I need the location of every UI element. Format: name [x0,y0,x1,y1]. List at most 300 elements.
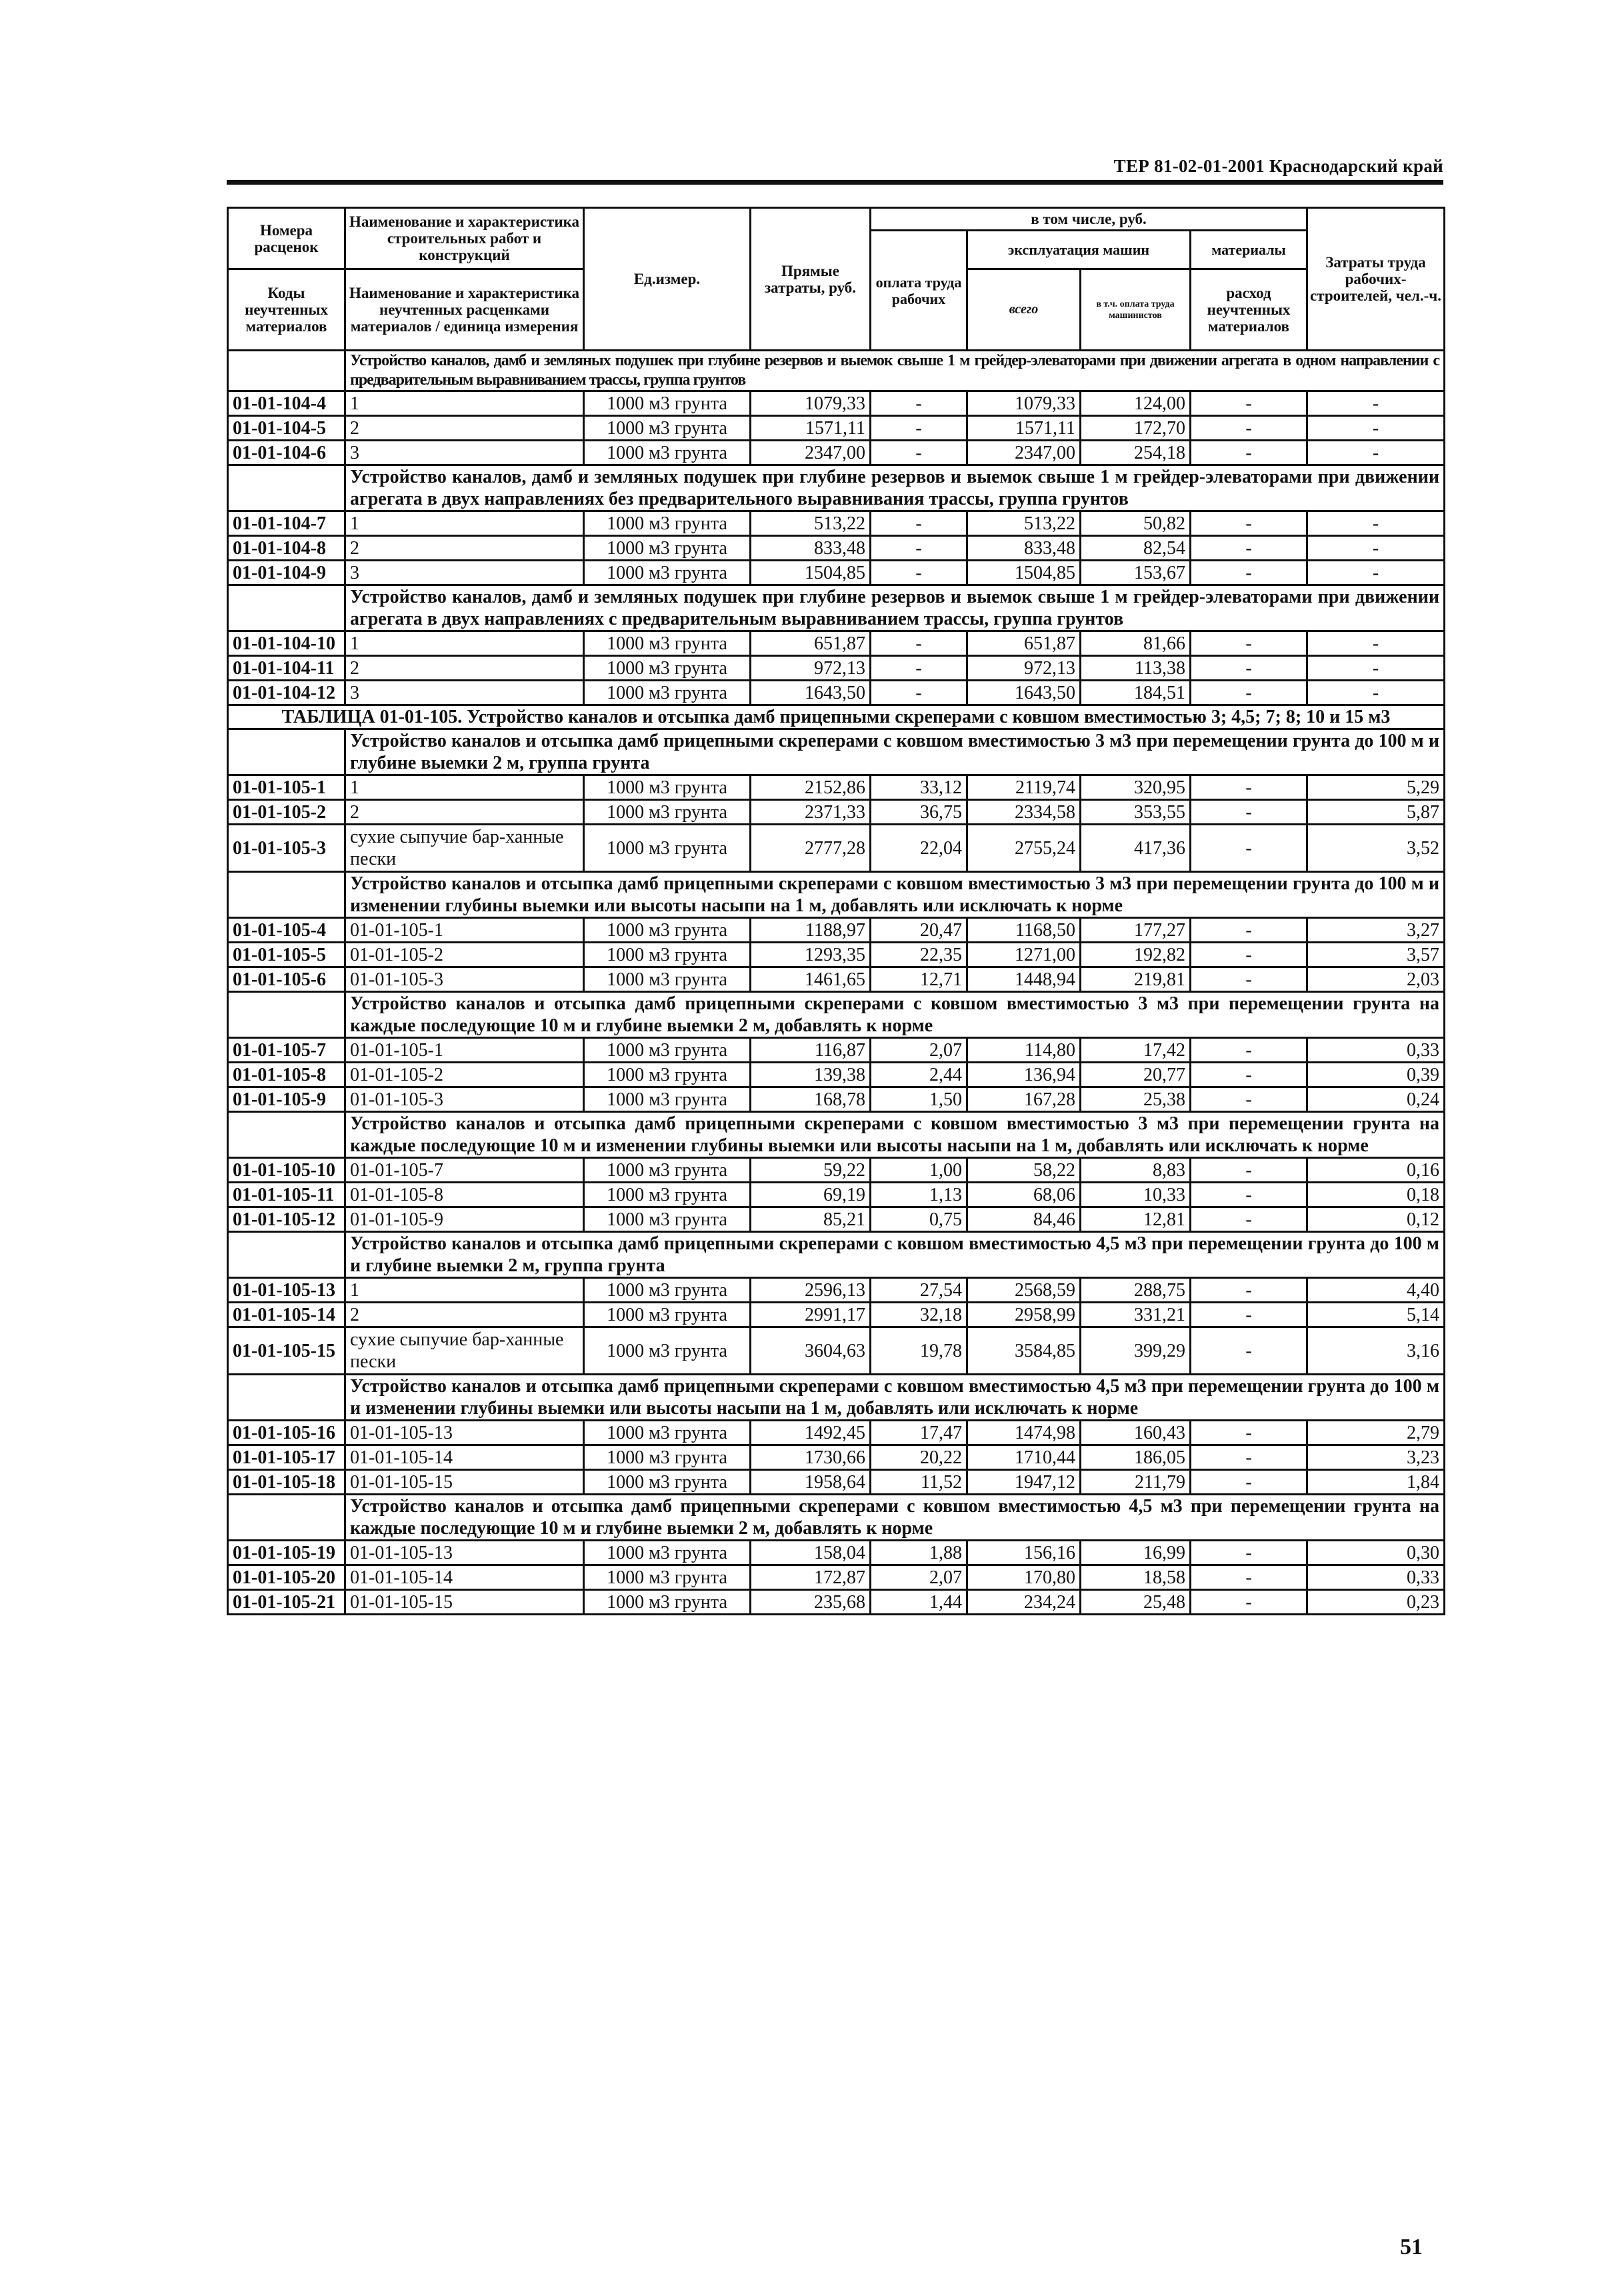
rate-name: 1 [345,775,584,800]
rate-machines-total: 1079,33 [967,391,1081,416]
rate-machines-total: 2119,74 [967,775,1081,800]
table-row [228,1565,1445,1590]
section-title: Устройство каналов, дамб и земляных подушек при глубине резервов и выемок свыше 1 м грейдер-элеваторами при движении агрегата в одном направлении с предварительным выравниванием трассы, группа грунтов [345,351,1445,391]
rate-materials: - [1191,391,1307,416]
rate-labor: 5,87 [1307,800,1445,825]
rate-code: 01-01-105-20 [228,1565,345,1590]
rate-wages: 1,50 [871,1087,967,1112]
rate-direct-cost: 85,21 [751,1207,871,1232]
rate-machines-total: 58,22 [967,1158,1081,1183]
table-row [228,775,1445,800]
rate-direct-cost: 1730,66 [751,1445,871,1470]
section-row [228,1495,1445,1541]
rate-code: 01-01-105-10 [228,1158,345,1183]
rate-labor: - [1307,656,1445,681]
rate-machines-wages: 320,95 [1081,775,1191,800]
col-including-header: в том числе, руб. [871,208,1307,231]
rate-wages: 1,13 [871,1183,967,1207]
rate-labor: 3,52 [1307,825,1445,872]
table-body [228,351,1445,1615]
rate-code: 01-01-105-16 [228,1421,345,1445]
rate-machines-wages: 20,77 [1081,1063,1191,1087]
rate-unit: 1000 м3 грунта [584,561,751,585]
col-materials-sub-header: расход неучтенных материалов [1191,269,1307,351]
rate-code: 01-01-105-9 [228,1087,345,1112]
rate-machines-total: 2334,58 [967,800,1081,825]
empty-code-cell [228,1112,345,1158]
rate-machines-total: 156,16 [967,1541,1081,1565]
rate-unit: 1000 м3 грунта [584,1590,751,1615]
rate-code: 01-01-105-15 [228,1327,345,1375]
empty-code-cell [228,1375,345,1421]
col-direct-header: Прямые затраты, руб. [751,208,871,351]
rate-direct-cost: 235,68 [751,1590,871,1615]
rate-direct-cost: 1492,45 [751,1421,871,1445]
rate-name: 2 [345,1303,584,1327]
rate-wages: 32,18 [871,1303,967,1327]
rate-direct-cost: 2596,13 [751,1278,871,1303]
rate-machines-wages: 184,51 [1081,681,1191,705]
section-row [228,585,1445,631]
rate-unit: 1000 м3 грунта [584,1421,751,1445]
rate-wages: - [871,656,967,681]
rate-unit: 1000 м3 грунта [584,1541,751,1565]
rate-materials: - [1191,943,1307,967]
rate-wages: 0,75 [871,1207,967,1232]
rate-direct-cost: 833,48 [751,536,871,561]
rate-unit: 1000 м3 грунта [584,1470,751,1495]
rate-code: 01-01-105-21 [228,1590,345,1615]
rate-machines-wages: 254,18 [1081,441,1191,465]
rate-code: 01-01-105-7 [228,1038,345,1063]
section-row [228,992,1445,1038]
rate-materials: - [1191,1183,1307,1207]
rate-code: 01-01-105-3 [228,825,345,872]
rate-direct-cost: 1079,33 [751,391,871,416]
rate-code: 01-01-105-12 [228,1207,345,1232]
col-labor-header: Затраты труда рабочих-строителей, чел.-ч. [1307,208,1445,351]
rate-unit: 1000 м3 грунта [584,1565,751,1590]
section-title: Устройство каналов и отсыпка дамб прицепными скреперами с ковшом вместимостью 4,5 м3 при перемещении грунта до 100 м и изменении глубины выемки или высоты насыпи на 1 м, добавлять или исключать к норме [345,1375,1445,1421]
rate-machines-total: 2347,00 [967,441,1081,465]
rate-machines-total: 2755,24 [967,825,1081,872]
rate-direct-cost: 116,87 [751,1038,871,1063]
rate-wages: 1,44 [871,1590,967,1615]
rate-name: сухие сыпучие бар-ханные пески [345,1327,584,1375]
rate-materials: - [1191,1158,1307,1183]
rate-machines-wages: 288,75 [1081,1278,1191,1303]
empty-code-cell [228,729,345,775]
rate-labor: 2,03 [1307,967,1445,992]
rate-materials: - [1191,825,1307,872]
rate-machines-wages: 153,67 [1081,561,1191,585]
rate-direct-cost: 2777,28 [751,825,871,872]
rate-machines-total: 651,87 [967,631,1081,656]
rate-wages: - [871,681,967,705]
section-row [228,465,1445,511]
rate-materials: - [1191,656,1307,681]
rate-machines-wages: 12,81 [1081,1207,1191,1232]
rate-name: 01-01-105-8 [345,1183,584,1207]
rate-direct-cost: 158,04 [751,1541,871,1565]
rate-labor: - [1307,511,1445,536]
rate-machines-total: 234,24 [967,1590,1081,1615]
table-row [228,391,1445,416]
section-title: Устройство каналов, дамб и земляных подушек при глубине резервов и выемок свыше 1 м грейдер-элеваторами при движении агрегата в двух направлениях с предварительным выравниванием трассы, группа грунтов [345,585,1445,631]
rate-machines-wages: 186,05 [1081,1445,1191,1470]
rate-unit: 1000 м3 грунта [584,1278,751,1303]
rate-labor: 3,16 [1307,1327,1445,1375]
rate-code: 01-01-104-8 [228,536,345,561]
rate-name: 01-01-105-13 [345,1421,584,1445]
rate-direct-cost: 69,19 [751,1183,871,1207]
rates-table [227,207,1445,1615]
rate-machines-total: 972,13 [967,656,1081,681]
rate-materials: - [1191,1087,1307,1112]
rate-materials: - [1191,1327,1307,1375]
rate-machines-total: 170,80 [967,1565,1081,1590]
rate-labor: - [1307,561,1445,585]
rate-machines-total: 1168,50 [967,918,1081,943]
rate-machines-total: 1474,98 [967,1421,1081,1445]
rate-materials: - [1191,441,1307,465]
rate-machines-total: 1504,85 [967,561,1081,585]
rate-direct-cost: 1188,97 [751,918,871,943]
rate-machines-total: 1643,50 [967,681,1081,705]
rate-machines-wages: 16,99 [1081,1541,1191,1565]
rate-machines-wages: 113,38 [1081,656,1191,681]
table-row [228,800,1445,825]
rate-materials: - [1191,681,1307,705]
rate-labor: 4,40 [1307,1278,1445,1303]
rate-unit: 1000 м3 грунта [584,631,751,656]
rate-labor: - [1307,681,1445,705]
rate-direct-cost: 2152,86 [751,775,871,800]
rate-machines-total: 1947,12 [967,1470,1081,1495]
empty-code-cell [228,1495,345,1541]
table-row [228,1470,1445,1495]
rate-materials: - [1191,1590,1307,1615]
rate-materials: - [1191,561,1307,585]
section-row [228,1375,1445,1421]
rate-labor: 0,30 [1307,1541,1445,1565]
rate-machines-wages: 399,29 [1081,1327,1191,1375]
rate-direct-cost: 3604,63 [751,1327,871,1375]
table-title: ТАБЛИЦА 01-01-105. Устройство каналов и отсыпка дамб прицепными скреперами с ковшом вместимостью 3; 4,5; 7; 8; 10 и 15 м3 [228,705,1445,729]
rate-machines-total: 833,48 [967,536,1081,561]
rate-wages: - [871,441,967,465]
rate-unit: 1000 м3 грунта [584,1303,751,1327]
rate-unit: 1000 м3 грунта [584,825,751,872]
rate-machines-total: 114,80 [967,1038,1081,1063]
table-row [228,536,1445,561]
section-title: Устройство каналов и отсыпка дамб прицепными скреперами с ковшом вместимостью 3 м3 при перемещении грунта на каждые последующие 10 м и глубине выемки 2 м, добавлять к норме [345,992,1445,1038]
rate-materials: - [1191,1470,1307,1495]
rate-machines-total: 2568,59 [967,1278,1081,1303]
rate-direct-cost: 2347,00 [751,441,871,465]
rate-machines-total: 3584,85 [967,1327,1081,1375]
rate-wages: 11,52 [871,1470,967,1495]
rate-direct-cost: 2991,17 [751,1303,871,1327]
rate-code: 01-01-105-8 [228,1063,345,1087]
rate-unit: 1000 м3 грунта [584,416,751,441]
rate-materials: - [1191,511,1307,536]
rate-labor: 0,33 [1307,1038,1445,1063]
section-title: Устройство каналов и отсыпка дамб прицепными скреперами с ковшом вместимостью 4,5 м3 при перемещении грунта до 100 м и глубине выемки 2 м, группа грунта [345,1232,1445,1278]
rate-name: 01-01-105-15 [345,1470,584,1495]
table-row [228,681,1445,705]
rate-name: 01-01-105-1 [345,1038,584,1063]
rate-wages: 22,04 [871,825,967,872]
rate-machines-wages: 25,48 [1081,1590,1191,1615]
rate-wages: 17,47 [871,1421,967,1445]
rate-unit: 1000 м3 грунта [584,775,751,800]
rate-code: 01-01-105-17 [228,1445,345,1470]
rate-machines-wages: 219,81 [1081,967,1191,992]
rate-name: 2 [345,416,584,441]
rate-code: 01-01-104-7 [228,511,345,536]
rate-unit: 1000 м3 грунта [584,1158,751,1183]
rate-labor: 0,23 [1307,1590,1445,1615]
rate-unit: 1000 м3 грунта [584,1087,751,1112]
rate-materials: - [1191,1445,1307,1470]
table-row [228,656,1445,681]
rate-name: 01-01-105-3 [345,1087,584,1112]
table-row [228,1421,1445,1445]
rate-name: 3 [345,681,584,705]
section-title: Устройство каналов и отсыпка дамб прицепными скреперами с ковшом вместимостью 3 м3 при перемещении грунта на каждые последующие 10 м и изменении глубины выемки или высоты насыпи на 1 м, добавлять или исключать к норме [345,1112,1445,1158]
rate-name: 2 [345,656,584,681]
table-header [228,208,1445,351]
table-row [228,1445,1445,1470]
rate-direct-cost: 651,87 [751,631,871,656]
rate-wages: 2,44 [871,1063,967,1087]
rate-name: 1 [345,391,584,416]
rate-wages: 2,07 [871,1565,967,1590]
rate-unit: 1000 м3 грунта [584,511,751,536]
document-header: ТЕР 81-02-01-2001 Краснодарский край [1113,156,1443,176]
rate-wages: 1,00 [871,1158,967,1183]
rate-code: 01-01-104-4 [228,391,345,416]
col-name2-header: Наименование и характеристика неучтенных расценками материалов / единица измерения [345,269,584,351]
rate-direct-cost: 168,78 [751,1087,871,1112]
rate-direct-cost: 1461,65 [751,967,871,992]
rate-code: 01-01-105-5 [228,943,345,967]
rate-unit: 1000 м3 грунта [584,536,751,561]
rate-wages: 20,47 [871,918,967,943]
rate-labor: 0,24 [1307,1087,1445,1112]
empty-code-cell [228,1232,345,1278]
col-codes-header: Коды неучтенных материалов [228,269,345,351]
table-row [228,1303,1445,1327]
empty-code-cell [228,872,345,918]
rate-unit: 1000 м3 грунта [584,1207,751,1232]
table-row [228,1183,1445,1207]
rate-materials: - [1191,1278,1307,1303]
rate-labor: 3,27 [1307,918,1445,943]
rate-wages: 19,78 [871,1327,967,1375]
rate-materials: - [1191,1038,1307,1063]
rate-labor: 5,29 [1307,775,1445,800]
rate-materials: - [1191,631,1307,656]
rate-machines-total: 68,06 [967,1183,1081,1207]
section-row [228,872,1445,918]
rate-name: 01-01-105-2 [345,943,584,967]
rate-materials: - [1191,1565,1307,1590]
rate-machines-wages: 17,42 [1081,1038,1191,1063]
rate-wages: - [871,511,967,536]
rate-labor: 5,14 [1307,1303,1445,1327]
col-machines-header: эксплуатация машин [967,231,1191,269]
empty-code-cell [228,585,345,631]
rate-labor: 0,39 [1307,1063,1445,1087]
rate-unit: 1000 м3 грунта [584,391,751,416]
rate-machines-wages: 81,66 [1081,631,1191,656]
rate-machines-wages: 331,21 [1081,1303,1191,1327]
rate-materials: - [1191,800,1307,825]
rate-labor: 3,23 [1307,1445,1445,1470]
table-row [228,416,1445,441]
rate-materials: - [1191,967,1307,992]
rate-name: 3 [345,441,584,465]
rate-machines-wages: 353,55 [1081,800,1191,825]
col-name-header: Наименование и характеристика строительных работ и конструкций [345,208,584,269]
table-row [228,918,1445,943]
rate-materials: - [1191,1207,1307,1232]
rate-name: 01-01-105-2 [345,1063,584,1087]
section-row [228,729,1445,775]
rate-machines-total: 1710,44 [967,1445,1081,1470]
rate-code: 01-01-105-11 [228,1183,345,1207]
rate-machines-wages: 18,58 [1081,1565,1191,1590]
rate-name: 01-01-105-3 [345,967,584,992]
table-row [228,1158,1445,1183]
rate-unit: 1000 м3 грунта [584,943,751,967]
rate-wages: 22,35 [871,943,967,967]
col-machines-total-header: всего [967,269,1081,351]
rate-unit: 1000 м3 грунта [584,800,751,825]
rate-machines-total: 1448,94 [967,967,1081,992]
rate-name: сухие сыпучие бар-ханные пески [345,825,584,872]
rate-wages: 2,07 [871,1038,967,1063]
table-row [228,943,1445,967]
rate-unit: 1000 м3 грунта [584,918,751,943]
rate-code: 01-01-105-2 [228,800,345,825]
rate-wages: 33,12 [871,775,967,800]
rate-name: 01-01-105-15 [345,1590,584,1615]
section-title: Устройство каналов, дамб и земляных подушек при глубине резервов и выемок свыше 1 м грейдер-элеваторами при движении агрегата в двух направлениях без предварительного выравнивания трассы, группа грунтов [345,465,1445,511]
rate-direct-cost: 513,22 [751,511,871,536]
rate-direct-cost: 2371,33 [751,800,871,825]
rate-materials: - [1191,1421,1307,1445]
rate-name: 1 [345,511,584,536]
rate-labor: - [1307,391,1445,416]
rate-direct-cost: 972,13 [751,656,871,681]
rate-machines-wages: 211,79 [1081,1470,1191,1495]
rate-wages: 36,75 [871,800,967,825]
col-machines-wages-header: в т.ч. оплата труда машинистов [1081,269,1191,351]
rate-code: 01-01-104-5 [228,416,345,441]
section-title: Устройство каналов и отсыпка дамб прицепными скреперами с ковшом вместимостью 4,5 м3 при перемещении грунта на каждые последующие 10 м и глубине выемки 2 м, добавлять к норме [345,1495,1445,1541]
table-row [228,1278,1445,1303]
section-row [228,351,1445,391]
rate-name: 01-01-105-13 [345,1541,584,1565]
rate-wages: - [871,416,967,441]
rate-machines-wages: 82,54 [1081,536,1191,561]
empty-code-cell [228,351,345,391]
rate-machines-wages: 417,36 [1081,825,1191,872]
table-row [228,561,1445,585]
rate-machines-total: 1271,00 [967,943,1081,967]
rate-machines-total: 1571,11 [967,416,1081,441]
table-row [228,1207,1445,1232]
rate-machines-wages: 50,82 [1081,511,1191,536]
rate-materials: - [1191,1063,1307,1087]
rate-materials: - [1191,416,1307,441]
rate-unit: 1000 м3 грунта [584,1183,751,1207]
rate-labor: 0,16 [1307,1158,1445,1183]
rate-unit: 1000 м3 грунта [584,967,751,992]
rate-unit: 1000 м3 грунта [584,1445,751,1470]
rate-materials: - [1191,536,1307,561]
col-materials-header: материалы [1191,231,1307,269]
rate-unit: 1000 м3 грунта [584,1327,751,1375]
table-row [228,511,1445,536]
table-row [228,967,1445,992]
rate-direct-cost: 1293,35 [751,943,871,967]
rate-name: 01-01-105-7 [345,1158,584,1183]
rate-machines-wages: 124,00 [1081,391,1191,416]
rate-unit: 1000 м3 грунта [584,1063,751,1087]
rate-materials: - [1191,1303,1307,1327]
rate-labor: - [1307,416,1445,441]
rate-machines-total: 513,22 [967,511,1081,536]
rate-direct-cost: 59,22 [751,1158,871,1183]
rate-labor: - [1307,536,1445,561]
rate-code: 01-01-105-6 [228,967,345,992]
table-row [228,1327,1445,1375]
page-number: 51 [1400,2235,1423,2259]
rate-wages: - [871,561,967,585]
table-row [228,1541,1445,1565]
section-row [228,1232,1445,1278]
header-rule [227,180,1443,185]
section-title: Устройство каналов и отсыпка дамб прицепными скреперами с ковшом вместимостью 3 м3 при перемещении грунта до 100 м и изменении глубины выемки или высоты насыпи на 1 м, добавлять или исключать к норме [345,872,1445,918]
rate-code: 01-01-105-19 [228,1541,345,1565]
rate-code: 01-01-104-6 [228,441,345,465]
rate-direct-cost: 1571,11 [751,416,871,441]
rate-code: 01-01-104-12 [228,681,345,705]
rate-unit: 1000 м3 грунта [584,656,751,681]
rate-machines-wages: 172,70 [1081,416,1191,441]
rate-name: 01-01-105-14 [345,1565,584,1590]
rate-wages: - [871,631,967,656]
table-row [228,1038,1445,1063]
table-row [228,1590,1445,1615]
rate-name: 1 [345,631,584,656]
rate-name: 3 [345,561,584,585]
rate-labor: - [1307,441,1445,465]
table-row [228,1063,1445,1087]
rate-wages: 27,54 [871,1278,967,1303]
rate-materials: - [1191,1541,1307,1565]
col-unit-header: Ед.измер. [584,208,751,351]
rate-machines-wages: 8,83 [1081,1158,1191,1183]
rate-materials: - [1191,918,1307,943]
rate-code: 01-01-105-4 [228,918,345,943]
rate-unit: 1000 м3 грунта [584,441,751,465]
rate-code: 01-01-105-13 [228,1278,345,1303]
